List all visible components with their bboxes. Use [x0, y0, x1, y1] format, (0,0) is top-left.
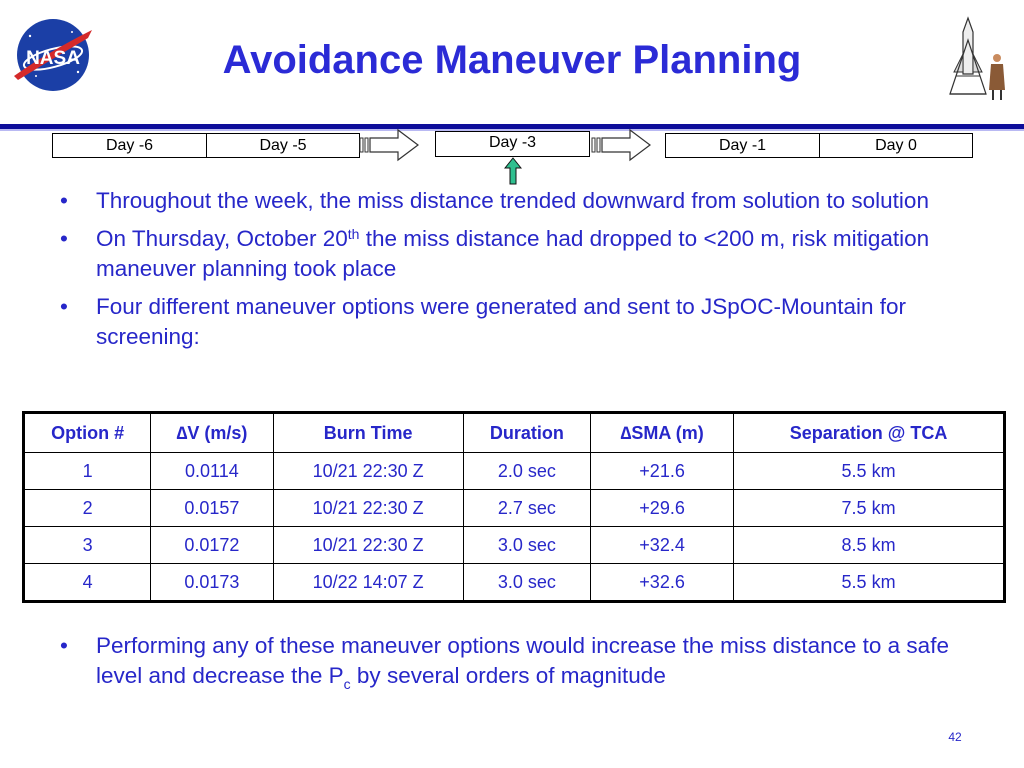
table-cell: 4 [24, 564, 151, 602]
table-cell: 0.0114 [151, 453, 273, 490]
table-cell: 7.5 km [734, 490, 1005, 527]
timeline-arrow-icon [590, 127, 652, 163]
timeline-arrow-icon [358, 127, 420, 163]
bullet-text: Four different maneuver options were generated and sent to JSpOC-Mountain for screening: [96, 294, 907, 349]
table-row [24, 527, 1005, 564]
table-cell: 0.0173 [151, 564, 273, 602]
timeline-day-0: Day 0 [819, 134, 972, 157]
col-header-burn-time: Burn Time [273, 413, 463, 453]
bullet-text: Performing any of these maneuver options would increase the miss distance to a safe level and decrease the P [96, 633, 949, 688]
table-cell: +29.6 [591, 490, 734, 527]
table-cell: 3 [24, 527, 151, 564]
maneuver-options-table [22, 411, 1006, 603]
table-row [24, 564, 1005, 602]
timeline-day-minus-5: Day -5 [206, 134, 359, 157]
bullet-item [56, 292, 1016, 352]
table-cell: 10/21 22:30 Z [273, 490, 463, 527]
col-header-duration: Duration [463, 413, 590, 453]
table-cell: +21.6 [591, 453, 734, 490]
bullet-item [56, 186, 1016, 216]
subscript: c [343, 676, 351, 692]
table-cell: 3.0 sec [463, 527, 590, 564]
table-row [24, 490, 1005, 527]
timeline-day-minus-6: Day -6 [105, 137, 154, 154]
table-cell: +32.6 [591, 564, 734, 602]
slide-title: Avoidance Maneuver Planning [222, 38, 802, 82]
bullet-list-top [56, 186, 1016, 360]
table-cell: 2.0 sec [463, 453, 590, 490]
table-cell: 10/21 22:30 Z [273, 527, 463, 564]
timeline-day-minus-1: Day -1 [718, 137, 767, 154]
bullet-text: by several orders of magnitude [350, 663, 666, 688]
table-cell: 8.5 km [734, 527, 1005, 564]
bullet-text: On Thursday, October 20 [96, 226, 348, 251]
table-cell: 10/22 14:07 Z [273, 564, 463, 602]
col-header-separation: Separation @ TCA [734, 413, 1005, 453]
table-cell: +32.4 [591, 527, 734, 564]
timeline-group-early [52, 133, 360, 158]
timeline-day-minus-3: Day -3 [435, 131, 590, 157]
page-number: 42 [948, 730, 962, 744]
table-cell: 5.5 km [734, 453, 1005, 490]
table-cell: 5.5 km [734, 564, 1005, 602]
table-cell: 1 [24, 453, 151, 490]
table-cell: 0.0172 [151, 527, 273, 564]
col-header-delta-sma: ∆SMA (m) [591, 413, 734, 453]
table-cell: 10/21 22:30 Z [273, 453, 463, 490]
table-cell: 3.0 sec [463, 564, 590, 602]
bullet-item [56, 224, 1016, 284]
col-header-delta-v: ∆V (m/s) [151, 413, 273, 453]
table-header-row [24, 413, 1005, 453]
bullet-text: the miss distance had dropped to <200 m, risk mitigation maneuver planning took place [96, 226, 930, 281]
nasa-logo-text: NASA [26, 48, 80, 69]
table-cell: 2 [24, 490, 151, 527]
bullet-item [56, 631, 976, 693]
col-header-option: Option # [24, 413, 151, 453]
table-cell: 0.0157 [151, 490, 273, 527]
bullet-text: Throughout the week, the miss distance trended downward from solution to solution [96, 188, 929, 213]
bullet-list-bottom [56, 631, 976, 701]
timeline-group-late [665, 133, 973, 158]
table-cell: 2.7 sec [463, 490, 590, 527]
rocket-figure-icon [940, 14, 1010, 106]
current-day-marker-icon [504, 157, 522, 185]
superscript: th [347, 226, 360, 242]
table-row [24, 453, 1005, 490]
